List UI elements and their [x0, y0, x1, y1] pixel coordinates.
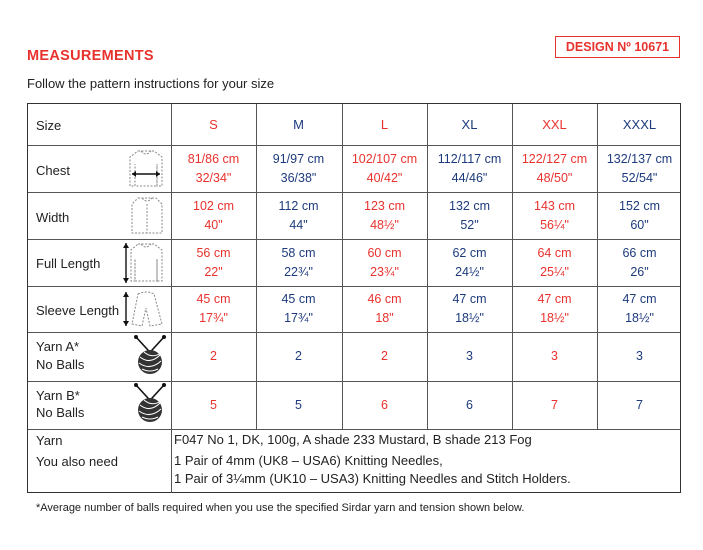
measurement-cell	[342, 396, 427, 415]
sleeve-diagram-icon	[120, 288, 166, 330]
measurements-table	[27, 103, 681, 493]
footer-label-also-need: You also need	[36, 454, 118, 469]
needles-line-2: 1 Pair of 3¼mm (UK10 – USA3) Knitting Needles and Stitch Holders.	[174, 471, 571, 486]
measurement-cell	[171, 347, 256, 366]
measurement-cell	[171, 197, 256, 235]
measurement-cell	[597, 290, 682, 328]
measurement-cell	[597, 244, 682, 282]
size-header-label: Size	[36, 118, 62, 133]
measurement-value: 60"	[630, 217, 649, 232]
measurement-value: 45 cm	[281, 292, 316, 306]
measurement-cell	[427, 197, 512, 235]
measurement-value: 36/38"	[280, 170, 317, 185]
measurement-value: 52"	[460, 217, 479, 232]
measurement-value: 56¼"	[540, 217, 569, 232]
measurement-cell	[256, 290, 341, 328]
measurement-cell	[512, 197, 597, 235]
measurement-value: 62 cm	[452, 245, 487, 260]
measurement-value: 18"	[375, 311, 394, 325]
design-number-badge: DESIGN Nº 10671	[555, 36, 680, 58]
measurement-value: 18½"	[455, 311, 484, 325]
measurement-value: 48½"	[370, 217, 399, 232]
measurement-value: 52/54"	[621, 170, 658, 185]
measurement-cell	[256, 396, 341, 415]
length-diagram-icon	[120, 241, 166, 285]
yarn-description: F047 No 1, DK, 100g, A shade 233 Mustard, B shade 213 Fog	[174, 432, 532, 447]
measurement-value: 47 cm	[622, 292, 657, 306]
measurement-value: 3	[636, 349, 643, 363]
measurement-value: 24½"	[455, 264, 484, 279]
row-label-yarn-b-balls: No Balls	[36, 405, 85, 420]
measurement-value: 22¾"	[284, 264, 313, 279]
measurement-cell	[171, 290, 256, 328]
size-header-xxl: XXL	[542, 117, 567, 132]
row-divider	[28, 286, 680, 287]
measurement-value: 132/137 cm	[606, 151, 673, 166]
measurement-cell	[342, 347, 427, 366]
measurement-value: 46 cm	[367, 292, 402, 306]
measurement-value: 32/34"	[195, 170, 232, 185]
needles-line-1: 1 Pair of 4mm (UK8 – USA6) Knitting Needles,	[174, 453, 443, 468]
measurement-value: 132 cm	[449, 198, 490, 213]
measurement-value: 47 cm	[452, 292, 487, 306]
measurement-value: 6	[466, 397, 473, 412]
measurement-value: 44/46"	[451, 170, 488, 185]
measurement-cell	[512, 244, 597, 282]
page-title: MEASUREMENTS	[27, 48, 154, 64]
measurement-cell	[597, 396, 682, 415]
measurement-value: 2	[381, 349, 388, 363]
measurement-value: 23¾"	[370, 264, 399, 279]
measurement-value: 25¼"	[540, 264, 569, 279]
measurement-cell	[171, 150, 256, 188]
measurement-cell	[512, 150, 597, 188]
row-divider	[28, 192, 680, 193]
measurement-cell	[342, 244, 427, 282]
measurement-value: 143 cm	[534, 198, 575, 213]
measurement-cell	[512, 290, 597, 328]
measurement-value: 122/127 cm	[521, 151, 588, 166]
row-label-chest: Chest	[36, 163, 70, 178]
measurement-value: 112 cm	[278, 198, 319, 213]
measurement-value: 5	[210, 397, 217, 412]
measurement-value: 47 cm	[537, 292, 572, 306]
measurement-value: 3	[466, 349, 473, 363]
measurement-cell	[427, 396, 512, 415]
measurement-cell	[427, 290, 512, 328]
row-divider	[28, 332, 680, 333]
row-label-sleeve-length: Sleeve Length	[36, 303, 120, 318]
subtitle: Follow the pattern instructions for your size	[27, 76, 275, 91]
measurement-cell	[512, 396, 597, 415]
measurement-value: 60 cm	[367, 245, 402, 260]
measurement-value: 5	[295, 397, 302, 412]
measurement-value: 40/42"	[366, 170, 403, 185]
measurement-value: 58 cm	[281, 245, 316, 260]
measurement-value: 112/117 cm	[437, 151, 502, 166]
row-label-full-length: Full Length	[36, 256, 101, 271]
measurement-cell	[427, 244, 512, 282]
measurement-value: 18½"	[625, 311, 654, 325]
row-label-yarn-a-balls: No Balls	[36, 357, 85, 372]
column-divider	[171, 429, 172, 493]
measurement-cell	[597, 347, 682, 366]
row-divider	[28, 145, 680, 146]
measurement-cell	[597, 150, 682, 188]
measurement-value: 7	[551, 397, 558, 412]
measurement-value: 3	[551, 349, 558, 363]
measurement-value: 17¾"	[284, 311, 313, 325]
width-diagram-icon	[128, 195, 166, 237]
size-header-xxxl: XXXL	[622, 117, 657, 132]
measurement-value: 91/97 cm	[272, 151, 325, 166]
row-label-yarn-a: Yarn A*	[36, 339, 80, 354]
measurement-cell	[342, 150, 427, 188]
measurement-value: 2	[210, 349, 217, 363]
measurement-value: 66 cm	[622, 245, 657, 260]
measurement-value: 44"	[289, 217, 308, 232]
measurement-value: 64 cm	[537, 245, 572, 260]
size-header-m: M	[293, 117, 304, 132]
footer-label-yarn: Yarn	[36, 433, 63, 448]
yarn-ball-icon	[132, 335, 168, 377]
measurement-cell	[256, 244, 341, 282]
measurement-value: 102 cm	[193, 198, 234, 213]
measurement-cell	[597, 197, 682, 235]
row-label-yarn-b: Yarn B*	[36, 388, 80, 403]
size-header-l: L	[380, 117, 389, 132]
measurement-cell	[256, 347, 341, 366]
measurement-value: 26"	[630, 264, 649, 279]
row-divider	[28, 429, 680, 430]
measurement-value: 48/50"	[536, 170, 573, 185]
measurement-cell	[256, 197, 341, 235]
chest-diagram-icon	[124, 148, 168, 190]
size-header-xl: XL	[461, 117, 478, 132]
row-divider	[28, 239, 680, 240]
measurement-value: 40"	[204, 217, 223, 232]
measurement-cell	[342, 290, 427, 328]
measurement-value: 45 cm	[196, 292, 231, 306]
measurement-cell	[342, 197, 427, 235]
measurement-value: 17¾"	[199, 311, 228, 325]
measurement-value: 18½"	[540, 311, 569, 325]
measurement-cell	[171, 396, 256, 415]
measurement-value: 102/107 cm	[351, 151, 418, 166]
measurement-cell	[256, 150, 341, 188]
row-divider	[28, 381, 680, 382]
measurement-cell	[427, 150, 512, 188]
measurement-value: 22"	[204, 264, 223, 279]
row-label-width: Width	[36, 210, 70, 225]
footnote: *Average number of balls required when you use the specified Sirdar yarn and tension shown below.	[36, 502, 525, 514]
size-header-s: S	[209, 117, 218, 132]
measurement-value: 152 cm	[619, 198, 660, 213]
yarn-ball-icon	[132, 383, 168, 425]
measurement-value: 81/86 cm	[187, 151, 240, 166]
measurement-value: 56 cm	[196, 245, 231, 260]
measurement-value: 123 cm	[364, 198, 405, 213]
measurement-cell	[512, 347, 597, 366]
measurement-value: 6	[381, 397, 388, 412]
measurement-cell	[171, 244, 256, 282]
measurement-value: 2	[295, 349, 302, 363]
measurement-value: 7	[636, 397, 643, 412]
measurement-cell	[427, 347, 512, 366]
